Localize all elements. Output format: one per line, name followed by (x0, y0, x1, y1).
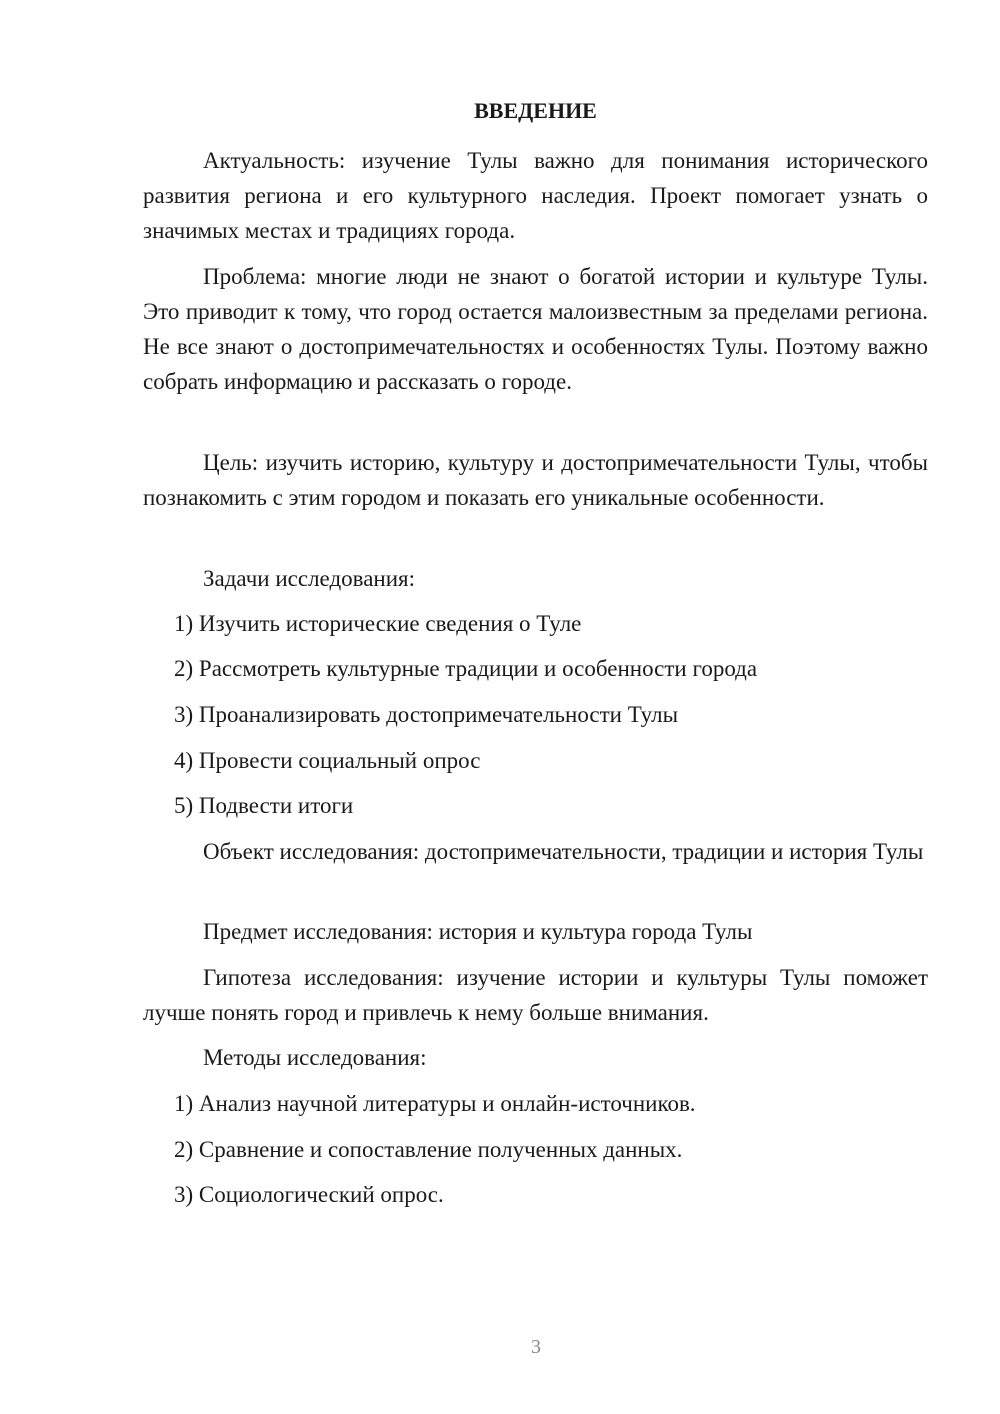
method-item: 1) Анализ научной литературы и онлайн-источников. (174, 1091, 696, 1116)
goal-paragraph: Цель: изучить историю, культуру и достопримечательности Тулы, чтобы познакомить с этим городом и показать его уникальные особенности. (143, 450, 928, 510)
object-paragraph: Объект исследования: достопримечательности, традиции и история Тулы (203, 839, 924, 864)
page-title: ВВЕДЕНИЕ (474, 98, 597, 123)
tasks-heading: Задачи исследования: (203, 566, 416, 591)
task-item: 1) Изучить исторические сведения о Туле (174, 611, 582, 636)
method-item: 3) Социологический опрос. (174, 1182, 444, 1207)
hypothesis-paragraph: Гипотеза исследования: изучение истории и культуры Тулы поможет лучше понять город и привлечь к нему больше внимания. (143, 965, 928, 1025)
problem-paragraph: Проблема: многие люди не знают о богатой истории и культуре Тулы. Это приводит к тому, что город остается малоизвестным за пределами региона. Не все знают о достопримечательностях и особенностях Тулы. Поэтому важно собрать информацию и рассказать о городе. (143, 264, 928, 394)
subject-paragraph: Предмет исследования: история и культура города Тулы (203, 919, 753, 944)
relevance-paragraph: Актуальность: изучение Тулы важно для понимания исторического развития региона и его культурного наследия. Проект помогает узнать о значимых местах и традициях города. (143, 148, 928, 243)
page-number: 3 (531, 1336, 541, 1358)
task-item: 2) Рассмотреть культурные традиции и особенности города (174, 656, 758, 681)
method-item: 2) Сравнение и сопоставление полученных данных. (174, 1137, 683, 1162)
task-item: 5) Подвести итоги (174, 793, 354, 818)
task-item: 4) Провести социальный опрос (174, 748, 481, 773)
methods-heading: Методы исследования: (203, 1045, 427, 1070)
task-item: 3) Проанализировать достопримечательности Тулы (174, 702, 679, 727)
